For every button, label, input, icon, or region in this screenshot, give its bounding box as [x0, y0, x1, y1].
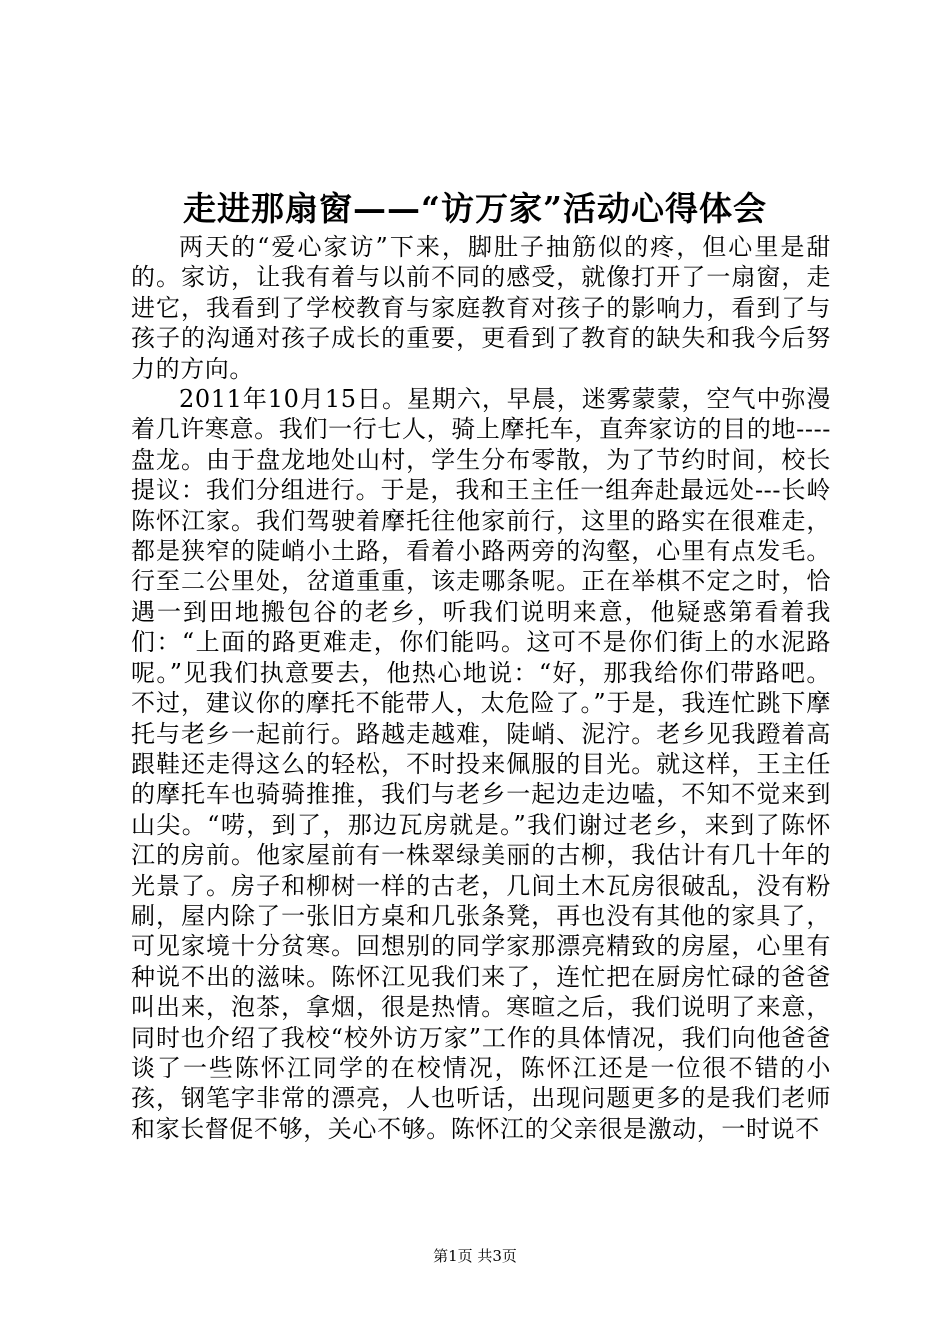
page-title: 走进那扇窗——“访万家”活动心得体会 — [183, 189, 767, 228]
paragraph-visit: 2011年10月15日。星期六，早晨，迷雾蒙蒙，空气中弥漫着几许寒意。我们一行七人，骑上摩托车，直奔家访的目的地----盘龙。由于盘龙地处山村，学生分布零散，为了节约时间，校长提议：我们分组进行。于是，我和王主任一组奔赴最远处---长岭陈怀江家。我们驾驶着摩托往他家前行，这里的路实在很难走，都是狭窄的陡峭小土路，看着小路两旁的沟壑，心里有点发毛。行至二公里处，岔道重重，该走哪条呢。正在举棋不定之时，恰遇一到田地搬包谷的老乡，听我们说明来意，他疑惑第看着我们：“上面的路更难走，你们能吗。这可不是你们街上的水泥路呢。”见我们执意要去，他热心地说：“好，那我给你们带路吧。不过，建议你的摩托不能带人，太危险了。”于是，我连忙跳下摩托与老乡一起前行。路越走越难，陡峭、泥泞。老乡见我蹬着高跟鞋还走得这么的轻松，不时投来佩服的目光。就这样，王主任的摩托车也骑骑推推，我们与老乡一起边走边嗑，不知不觉来到山尖。“唠，到了，那边瓦房就是。”我们谢过老乡，来到了陈怀江的房前。他家屋前有一株翠绿美丽的古柳，我估计有几十年的光景了。房子和柳树一样的古老，几间土木瓦房很破乱，没有粉刷，屋内除了一张旧方桌和几张条凳，再也没有其他的家具了，可见家境十分贫寒。回想别的同学家那漂亮精致的房屋，心里有种说不出的滋味。陈怀江见我们来了，连忙把在厨房忙碌的爸爸叫出来，泡茶，拿烟，很是热情。寒暄之后，我们说明了来意，同时也介绍了我校“校外访万家”工作的具体情况，我们向他爸爸谈了一些陈怀江同学的在校情况，陈怀江还是一位很不错的小孩，钢笔字非常的漂亮，人也听话，出现问题更多的是我们老师和家长督促不够，关心不够。陈怀江的父亲很是激动，一时说不 — [131, 385, 831, 1143]
page-indicator: 第1页 共3页 — [433, 1247, 517, 1265]
document-body — [131, 232, 831, 1144]
paragraph-intro: 两天的“爱心家访”下来，脚肚子抽筋似的疼，但心里是甜的。家访，让我有着与以前不同的感受，就像打开了一扇窗，走进它，我看到了学校教育与家庭教育对孩子的影响力，看到了与孩子的沟通对孩子成长的重要，更看到了教育的缺失和我今后努力的方向。 — [131, 233, 831, 383]
page-footer — [0, 1246, 950, 1266]
